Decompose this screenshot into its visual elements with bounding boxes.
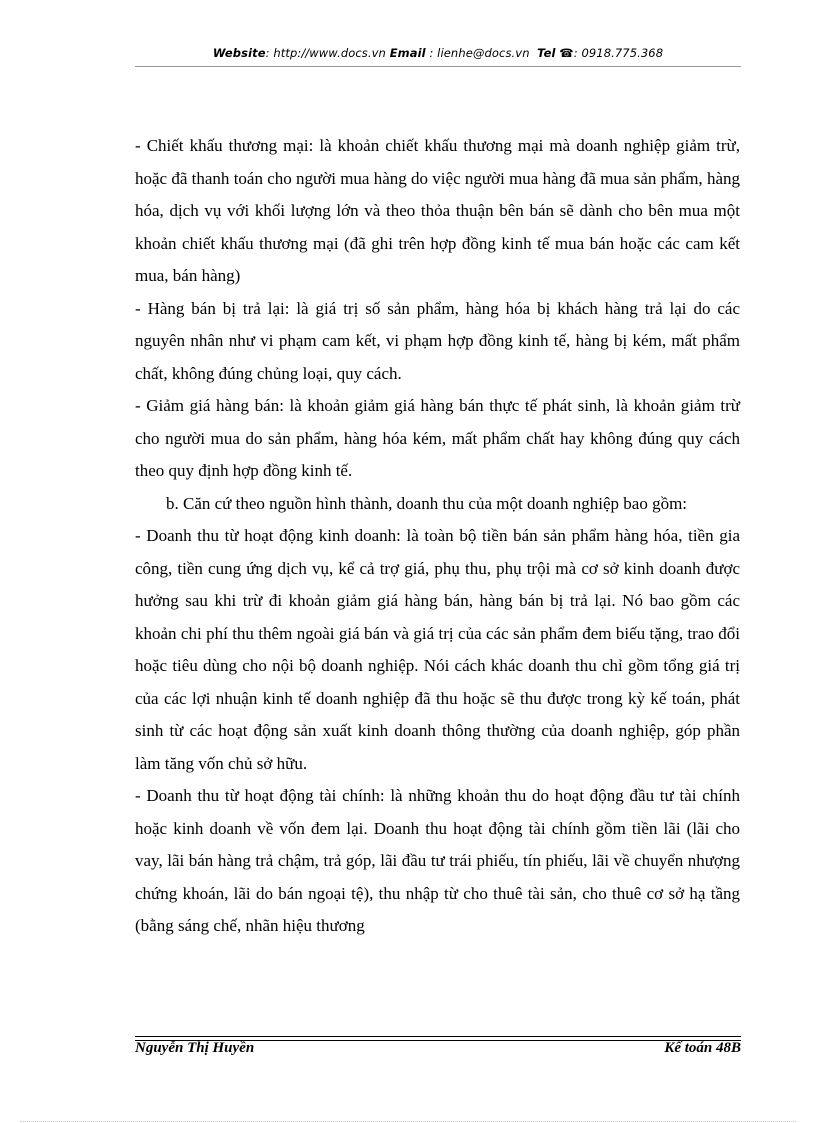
footer-class: Kế toán 48B	[664, 1040, 741, 1056]
email-label: Email	[389, 46, 426, 60]
email-value: : lienhe@docs.vn	[429, 46, 530, 60]
website-label: Website	[212, 46, 266, 60]
page-bottom-border	[20, 1121, 796, 1122]
header-divider	[135, 66, 741, 67]
footer-author: Nguyễn Thị Huyền	[135, 1040, 255, 1056]
paragraph-business-revenue: - Doanh thu từ hoạt động kinh doanh: là toàn bộ tiền bán sản phẩm hàng hóa, tiền gia công, tiền cung ứng dịch vụ, kể cả trợ giá, phụ thu, phụ trội mà cơ sở kinh doanh được hưởng sau khi trừ đi khoản giảm giá hàng bán, hàng bán bị trả lại. Nó bao gồm các khoản chi phí thu thêm ngoài giá bán và giá trị của các sản phẩm đem biếu tặng, trao đổi hoặc tiêu dùng cho nội bộ doanh nghiệp. Nói cách khác doanh thu chỉ gồm tổng giá trị của các lợi nhuận kinh tế doanh nghiệp đã thu hoặc sẽ thu được trong kỳ kế toán, phát sinh từ các hoạt động sản xuất kinh doanh thông thường của doanh nghiệp, góp phần làm tăng vốn chủ sở hữu.	[135, 526, 740, 773]
document-body	[135, 130, 740, 943]
paragraph-financial-revenue: - Doanh thu từ hoạt động tài chính: là những khoản thu do hoạt động đầu tư tài chính hoặc kinh doanh về vốn đem lại. Doanh thu hoạt động tài chính gồm tiền lãi (lãi cho vay, lãi bán hàng trả chậm, trả góp, lãi đầu tư trái phiếu, tín phiếu, lãi về chuyển nhượng chứng khoán, lãi do bán ngoại tệ), thu nhập từ cho thuê tài sản, cho thuê cơ sở hạ tầng (bằng sáng chế, nhãn hiệu thương	[135, 786, 740, 935]
paragraph-sales-returns: - Hàng bán bị trả lại: là giá trị số sản phẩm, hàng hóa bị khách hàng trả lại do các nguyên nhân như vi phạm cam kết, vi phạm hợp đồng kinh tế, hàng bị kém, mất phẩm chất, không đúng chủng loại, quy cách.	[135, 298, 740, 383]
phone-icon: ☎	[559, 46, 574, 60]
tel-value: : 0918.775.368	[573, 46, 664, 60]
paragraph-sales-allowances: - Giảm giá hàng bán: là khoản giảm giá hàng bán thực tế phát sinh, là khoản giảm trừ cho người mua do sản phẩm, hàng hóa kém, mất phẩm chất hay không đúng quy cách theo quy định hợp đồng kinh tế.	[135, 396, 740, 480]
page-header	[135, 46, 741, 60]
tel-label: Tel	[537, 46, 556, 60]
paragraph-trade-discount: - Chiết khấu thương mại: là khoản chiết khấu thương mại mà doanh nghiệp giảm trừ, hoặc đã thanh toán cho người mua hàng do việc người mua hàng đã mua sản phẩm, hàng hóa, dịch vụ với khối lượng lớn và theo thỏa thuận bên bán sẽ dành cho bên mua một khoản chiết khấu thương mại (đã ghi trên hợp đồng kinh tế mua bán hoặc các cam kết mua, bán hàng)	[135, 136, 740, 285]
paragraph-section-b: b. Căn cứ theo nguồn hình thành, doanh thu của một doanh nghiệp bao gồm:	[166, 493, 688, 513]
website-value: : http://www.docs.vn	[265, 46, 386, 60]
